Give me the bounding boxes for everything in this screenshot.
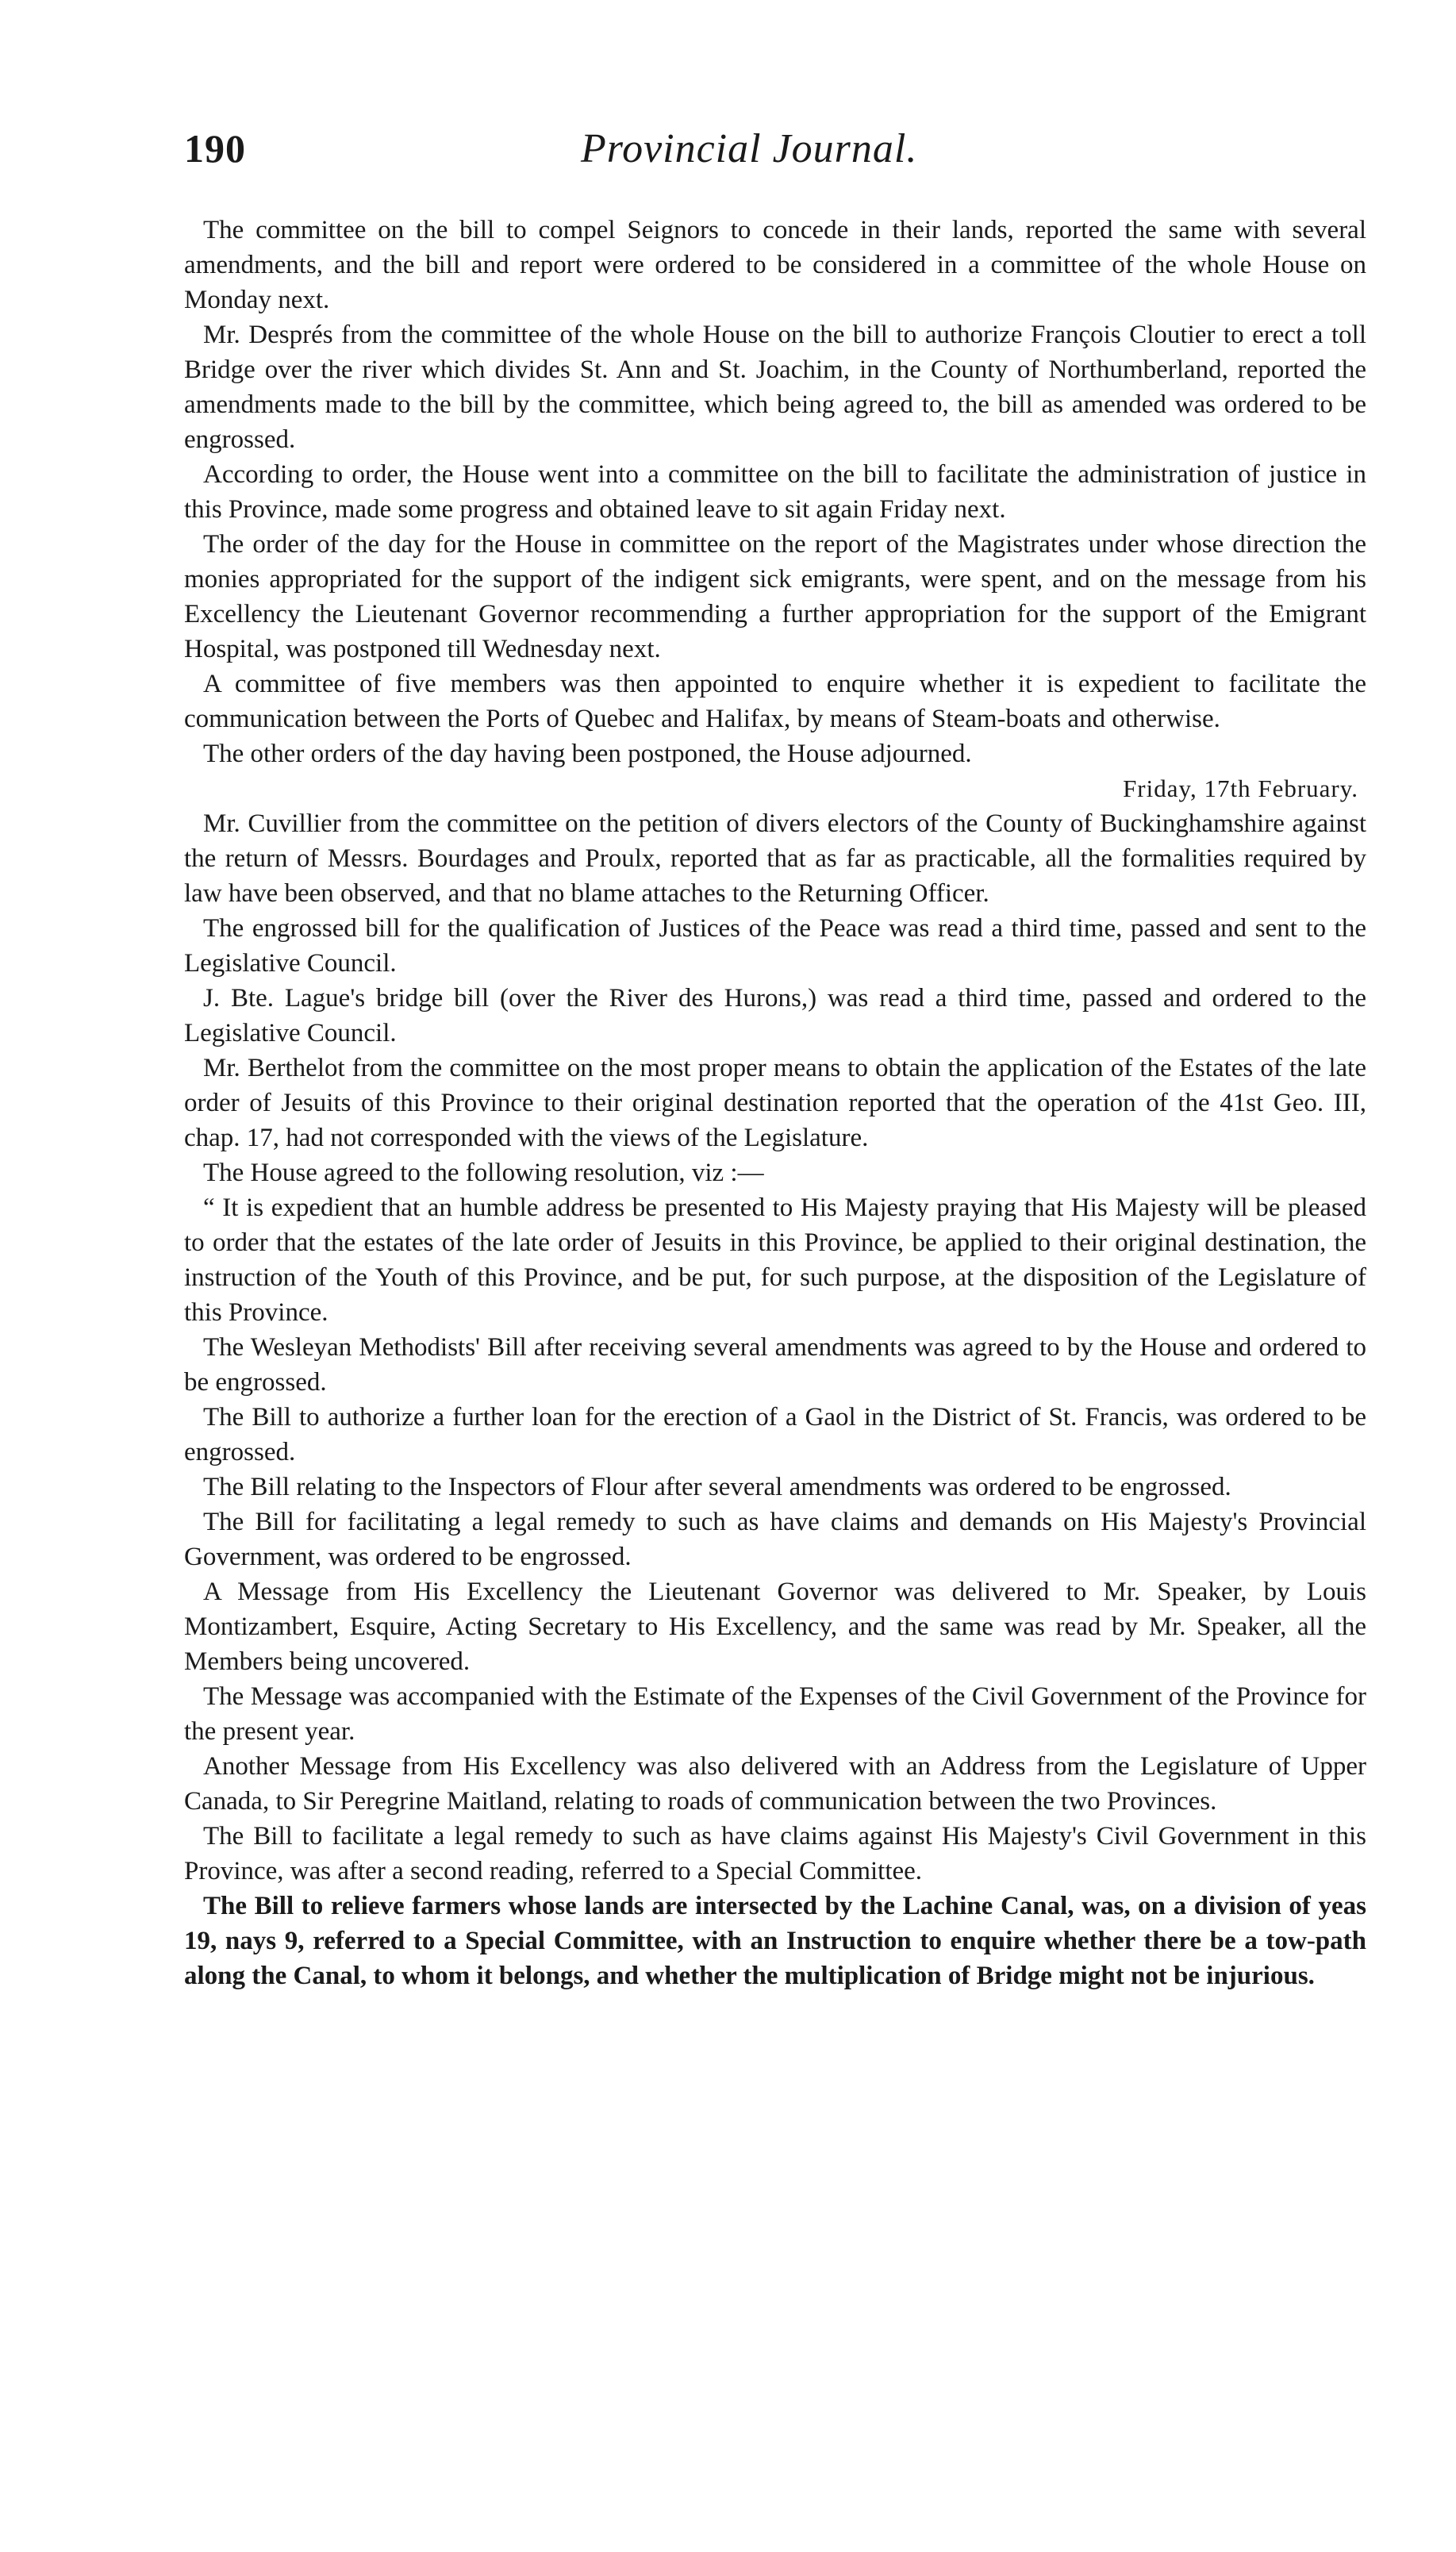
date-heading: Friday, 17th February.: [1123, 774, 1358, 802]
paragraph-resolution-text: “ It is expedient that an humble address be presented to His Majesty praying that His Majesty will be pleased to order that the estates of the late order of Jesuits in this Province, be applied to their original destination, the instruction of the Youth of this Province, and be put, for such purpose, at the disposition of the Legislature of this Province.: [184, 1193, 1366, 1327]
paragraph-cuvillier-report: Mr. Cuvillier from the committee on the petition of divers electors of the County of Buckinghamshire against the return of Messrs. Bourdages and Proulx, reported that as far as practicable, all the formalities required by law have been observed, and that no blame attaches to the Returning Officer.: [184, 809, 1366, 908]
paragraph-flour-inspectors: The Bill relating to the Inspectors of Flour after several amendments was ordered to be engrossed.: [203, 1473, 1231, 1501]
paragraph-adjourned: The other orders of the day having been postponed, the House adjourned.: [203, 740, 972, 768]
paragraph-gaol-loan: The Bill to authorize a further loan for the erection of a Gaol in the District of St. Francis, was ordered to be engrossed.: [184, 1403, 1366, 1466]
paragraph-legal-remedy: The Bill for facilitating a legal remedy to such as have claims and demands on His Majesty's Provincial Government, was ordered to be engrossed.: [184, 1508, 1366, 1571]
paragraph-resolution-intro: The House agreed to the following resolution, viz :—: [203, 1159, 764, 1187]
paragraph-lachine-canal: The Bill to relieve farmers whose lands are intersected by the Lachine Canal, was, on a division of yeas 19, nays 9, referred to a Special Committee, with an Instruction to enquire whether there be a tow-path along the Canal, to whom it belongs, and whether the multiplication of Bridge might not be injurious.: [184, 1892, 1366, 1990]
page-number: 190: [184, 126, 246, 171]
paragraph-wesleyan-bill: The Wesleyan Methodists' Bill after receiving several amendments was agreed to by the House and ordered to be engrossed.: [184, 1333, 1366, 1397]
paragraph-steam-boats: A committee of five members was then appointed to enquire whether it is expedient to facilitate the communication between the Ports of Quebec and Halifax, by means of Steam-boats and otherwise.: [184, 670, 1366, 733]
paragraph-message-delivered: A Message from His Excellency the Lieutenant Governor was delivered to Mr. Speaker, by Louis Montizambert, Esquire, Acting Secretary to His Excellency, and the same was read by Mr. Speaker, all the Members being uncovered.: [184, 1578, 1366, 1676]
paragraph-justices-peace: The engrossed bill for the qualification of Justices of the Peace was read a third time, passed and sent to the Legislative Council.: [184, 914, 1366, 978]
journal-body: [184, 213, 1366, 1993]
paragraph-upper-canada-address: Another Message from His Excellency was also delivered with an Address from the Legislature of Upper Canada, to Sir Peregrine Maitland, relating to roads of communication between the two Provinces.: [184, 1752, 1366, 1816]
paragraph-toll-bridge: Mr. Després from the committee of the whole House on the bill to authorize François Cloutier to erect a toll Bridge over the river which divides St. Ann and St. Joachim, in the County of Northumberland, reported the amendments made to the bill by the committee, which being agreed to, the bill as amended was ordered to be engrossed.: [184, 321, 1366, 454]
paragraph-jesuit-estates: Mr. Berthelot from the committee on the most proper means to obtain the application of the Estates of the late order of Jesuits of this Province to their original destination reported that the operation of the 41st Geo. III, chap. 17, had not corresponded with the views of the Legislature.: [184, 1054, 1366, 1152]
paragraph-special-committee: The Bill to facilitate a legal remedy to such as have claims against His Majesty's Civil Government in this Province, was after a second reading, referred to a Special Committee.: [184, 1822, 1366, 1885]
page-header: [184, 125, 1374, 189]
paragraph-lague-bridge: J. Bte. Lague's bridge bill (over the River des Hurons,) was read a third time, passed and ordered to the Legislative Council.: [184, 984, 1366, 1047]
paragraph-magistrates-report: The order of the day for the House in committee on the report of the Magistrates under whose direction the monies appropriated for the support of the indigent sick emigrants, were spent, and on the message from his Excellency the Lieutenant Governor recommending a further appropriation for the support of the Emigrant Hospital, was postponed till Wednesday next.: [184, 530, 1366, 663]
paragraph-seignors-bill: The committee on the bill to compel Seignors to concede in their lands, reported the same with several amendments, and the bill and report were ordered to be considered in a committee of the whole House on Monday next.: [184, 216, 1366, 314]
running-title: Provincial Journal.: [581, 126, 918, 171]
paragraph-estimate: The Message was accompanied with the Estimate of the Expenses of the Civil Government of the Province for the present year.: [184, 1682, 1366, 1746]
paragraph-administration-justice: According to order, the House went into a committee on the bill to facilitate the administration of justice in this Province, made some progress and obtained leave to sit again Friday next.: [184, 460, 1366, 524]
